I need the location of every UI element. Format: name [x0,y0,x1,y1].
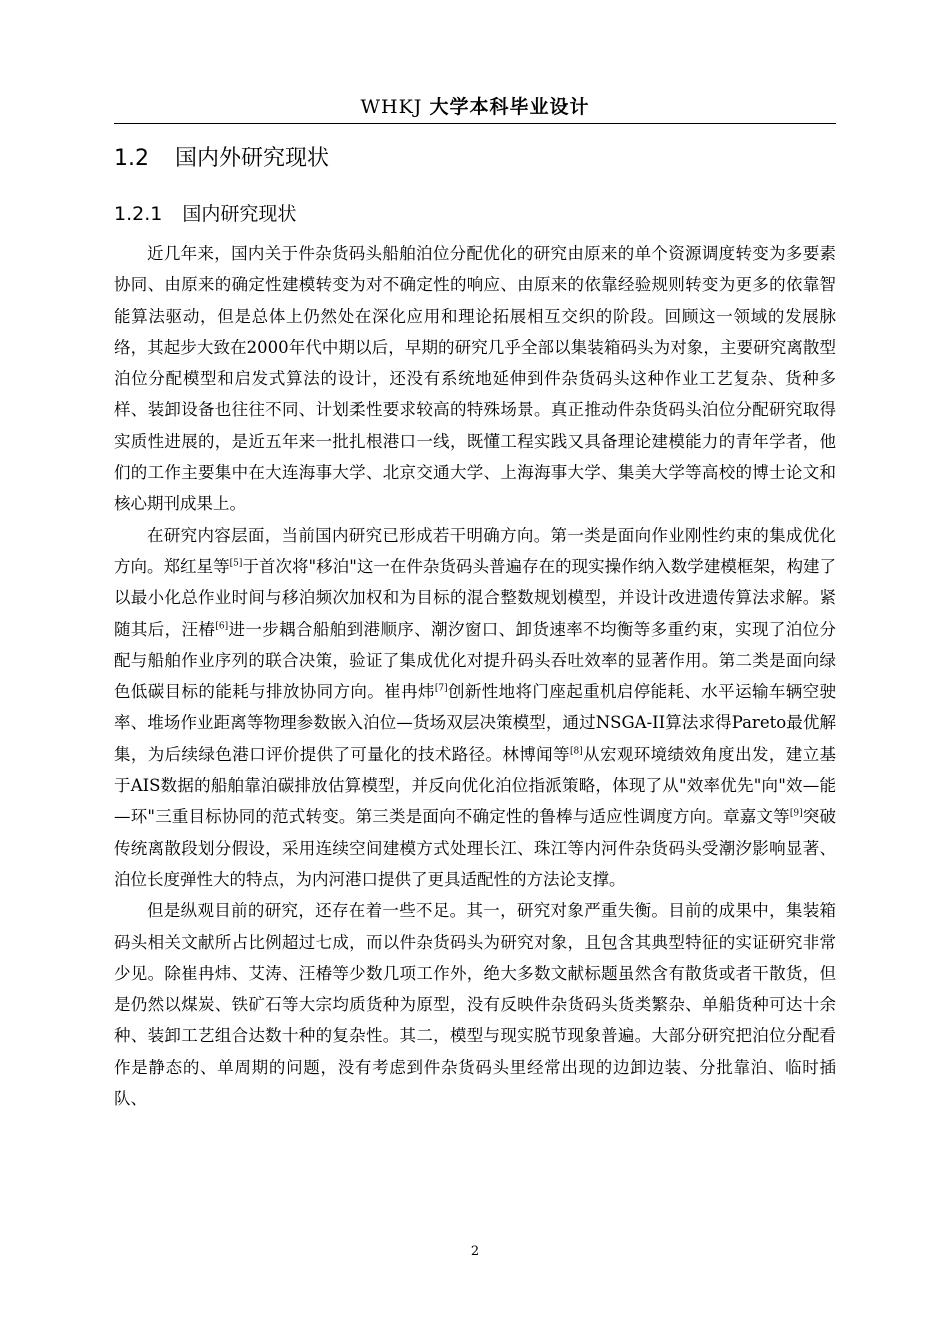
citation-ref: [9] [789,808,803,819]
subsection-number: 1.2.1 [114,203,163,225]
citation-ref: [7] [434,683,448,694]
subsection-title: 国内研究现状 [182,203,297,225]
page-number: 2 [470,1244,480,1259]
section-heading [114,140,836,178]
citation-ref: [6] [215,621,229,632]
citation-ref: [8] [569,746,583,757]
header-title: 大学本科毕业设计 [429,96,590,118]
paragraph-2-text: 创新性地将门座起重机启停能耗、水平运输车辆空驶率、堆场作业距离等物理参数嵌入泊位—货场双层决策模型，通过NSGA-II算法求得Pareto最优解集，为后续绿色港口评价提供了可量化的技术路径。林博闻等 [114,682,837,764]
paragraph-3: 但是纵观目前的研究，还存在着一些不足。其一，研究对象严重失衡。目前的成果中，集装箱码头相关文献所占比例超过七成，而以件杂货码头为研究对象，且包含其典型特征的实证研究非常少见。除崔冉炜、艾涛、汪椿等少数几项工作外，绝大多数文献标题虽然含有散货或者干散货，但是仍然以煤炭、铁矿石等大宗均质货种为原型，没有反映件杂货码头货类繁杂、单船货种可达十余种、装卸工艺组合达数十种的复杂性。其二，模型与现实脱节现象普遍。大部分研究把泊位分配看作是静态的、单周期的问题，没有考虑到件杂货码头里经常出现的边卸边装、分批靠泊、临时插队、 [114,901,836,1109]
citation-ref: [5] [229,558,243,569]
section-number: 1.2 [114,146,149,171]
running-header [114,92,836,124]
paragraph-2-text: 从宏观环境绩效角度出发，建立基于AIS数据的船舶靠泊碳排放估算模型，并反向优化泊位指派策略，体现了从"效率优先"向"效—能—环"三重目标协同的范式转变。第三类是面向不确定性的鲁棒与适应性调度方向。章嘉文等 [114,744,837,827]
paragraph-2-text: 于首次将"移泊"这一在件杂货码头普遍存在的现实操作纳入数学建模框架，构建了以最小化总作业时间与移泊频次加权和为目标的混合整数规划模型，并设计改进遗传算法求解。紧随其后，汪椿 [114,556,836,639]
paragraph-2-text: 在研究内容层面，当前国内研究已形成若干明确方向。第一类是面向作业刚性约束的集成优化方向。郑红星等 [114,525,836,576]
header-prefix: WHKJ [360,96,423,118]
page-content [114,140,836,1114]
subsection-heading [114,196,836,232]
paragraph-2 [114,520,836,896]
paragraph-2-text: 进一步耦合船舶到港顺序、潮汐窗口、卸货速率不均衡等多重约束，实现了泊位分配与船舶作业序列的联合决策，验证了集成优化对提升码头吞吐效率的显著作用。第二类是面向绿色低碳目标的能耗与排放协同方向。崔冉炜 [114,619,837,702]
paragraph-2-text: 突破传统离散段划分假设，采用连续空间建模方式处理长江、珠江等内河件杂货码头受潮汐影响显著、泊位长度弹性大的特点，为内河港口提供了更具适配性的方法论支撑。 [114,807,836,889]
paragraph-1: 近几年来，国内关于件杂货码头船舶泊位分配优化的研究由原来的单个资源调度转变为多要素协同、由原来的确定性建模转变为对不确定性的响应、由原来的依靠经验规则转变为更多的依靠智能算法驱动，但是总体上仍然处在深化应用和理论拓展相互交织的阶段。回顾这一领域的发展脉络，其起步大致在2000年代中期以后，早期的研究几乎全部以集装箱码头为对象，主要研究离散型泊位分配模型和启发式算法的设计，还没有系统地延伸到件杂货码头这种作业工艺复杂、货种多样、装卸设备也往往不同、计划柔性要求较高的特殊场景。真正推动件杂货码头泊位分配研究取得实质性进展的，是近五年来一批扎根港口一线，既懂工程实践又具备理论建模能力的青年学者，他们的工作主要集中在大连海事大学、北京交通大学、上海海事大学、集美大学等高校的博士论文和核心期刊成果上。 [114,244,836,514]
section-title: 国内外研究现状 [175,146,330,171]
